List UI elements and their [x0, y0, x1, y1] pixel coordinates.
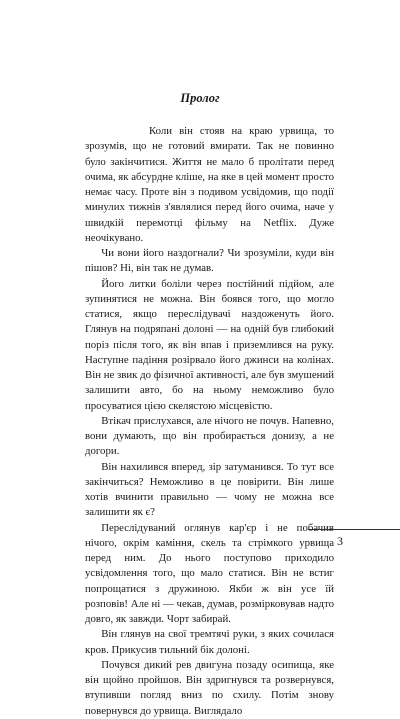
paragraph: Він нахилився вперед, зір затуманився. То тут все закінчиться? Неможливо в це повірити. Він лише хотів вчинити правильно — чому не можна все залишити як є? — [85, 460, 334, 519]
page-number: 3 — [337, 534, 343, 548]
paragraph: Він глянув на свої тремтячі руки, з яких сочилася кров. Прикусив тильний бік долоні. — [85, 628, 334, 656]
paragraph: Втікач прислухався, але нічого не почув. Напевно, вони думають, що він пробирається донизу, а не догори. — [85, 414, 334, 458]
paragraph: Коли він стояв на краю урвища, то зрозумів, що не готовий вмирати. Так не повинно було закінчитися. Життя не мало б пролітати перед очима, як абсурдне кліше, на яке в цей момент просто немає часу. Проте він з подивом усвідомив, що події минулих тижнів з'являлися перед його очима, наче у швидкій перемотці фільму на Netflix. Дуже неочікувано. — [85, 125, 334, 244]
chapter-body — [85, 124, 334, 719]
paragraph: Його литки боліли через постійний підйом, але зупинятися не можна. Він боявся того, що могло статися, якщо переслідувачі наздоженуть його. Глянув на подряпані долоні — на одній був глибокий поріз після того, як він впав і приземлився на руку. Наступне падіння розірвало його джинси на колінах. Він не звик до фізичної активності, але був змушений залишити авто, бо на ньому неможливо було просуватися цією скелястою місцевістю. — [85, 277, 334, 412]
paragraph: Чи вони його наздогнали? Чи зрозуміли, куди він пішов? Ні, він так не думав. — [85, 247, 334, 275]
paragraph: Переслідуваний оглянув кар'єр і не побачив нічого, окрім каміння, скель та стрімкого урвища перед ним. До нього поступово приходило усвідомлення того, що мало статися. Він не встиг попрощатися з дружиною. Якби ж він усе їй розповів! Але ні — чекав, думав, розмірковував надто довго, як завжди. Чорт забирай. — [85, 521, 334, 625]
footer-rule — [308, 529, 400, 530]
paragraph: Почувся дикий рев двигуна позаду осипища, яке він щойно пройшов. Він здригнувся та розвернувся, втупивши погляд вниз по схилу. Потім знову повернувся до урвища. Виглядало — [85, 658, 334, 717]
chapter-title: Пролог — [180, 91, 220, 105]
